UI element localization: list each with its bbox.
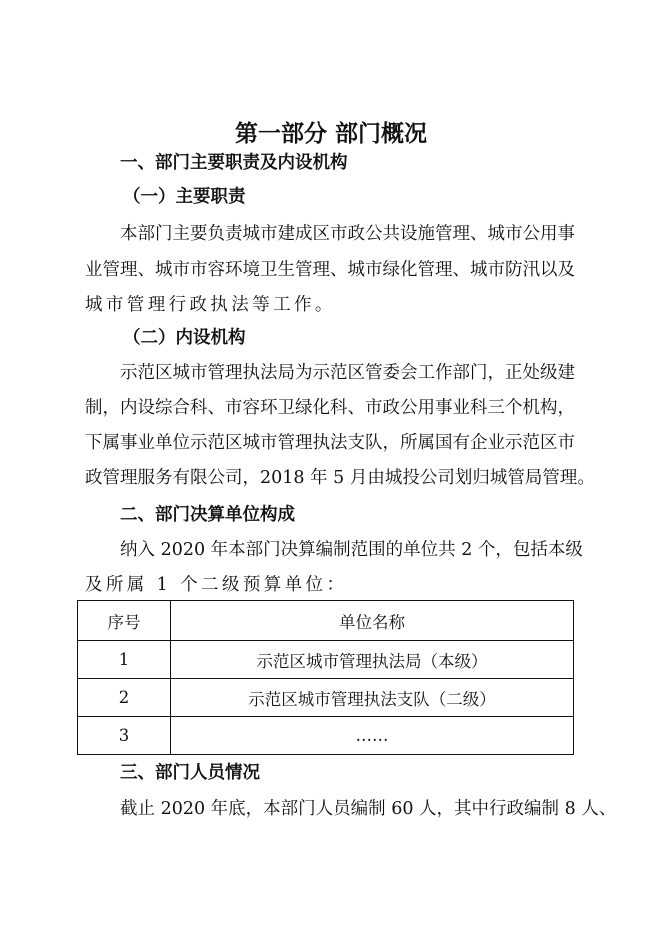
cell-unit-name: 示范区城市管理执法支队（二级） <box>171 679 574 717</box>
cell-index: 3 <box>78 717 171 755</box>
section3-heading: 三、部门人员情况 <box>120 763 260 783</box>
cell-unit-name: 示范区城市管理执法局（本级） <box>171 641 574 679</box>
page-title: 第一部分 部门概况 <box>234 121 427 147</box>
table-row <box>78 717 574 755</box>
paragraph-line: 城市管理行政执法等工作。 <box>85 295 336 315</box>
column-header-index: 序号 <box>78 601 171 641</box>
table-header-row <box>78 601 574 641</box>
paragraph-line: 截止 2020 年底，本部门人员编制 60 人，其中行政编制 8 人、 <box>120 799 617 819</box>
paragraph-line: 政管理服务有限公司，2018 年 5 月由城投公司划归城管局管理。 <box>85 468 595 488</box>
cell-unit-name: …… <box>171 717 574 755</box>
sub1-heading: （一）主要职责 <box>123 187 246 207</box>
table-row <box>78 641 574 679</box>
paragraph-line: 及所属 1 个二级预算单位： <box>85 575 348 595</box>
section2-heading: 二、部门决算单位构成 <box>120 505 295 525</box>
cell-index: 2 <box>78 679 171 717</box>
sub2-heading: （二）内设机构 <box>123 328 246 348</box>
paragraph-line: 下属事业单位示范区城市管理执法支队，所属国有企业示范区市 <box>85 433 575 453</box>
table-row <box>78 679 574 717</box>
paragraph-line: 制，内设综合科、市容环卫绿化科、市政公用事业科三个机构， <box>85 398 575 418</box>
column-header-unit-name: 单位名称 <box>171 601 574 641</box>
section1-heading: 一、部门主要职责及内设机构 <box>120 153 348 173</box>
paragraph-line: 业管理、城市市容环境卫生管理、城市绿化管理、城市防汛以及 <box>85 260 575 280</box>
unit-table <box>77 600 574 755</box>
paragraph-line: 纳入 2020 年本部门决算编制范围的单位共 2 个，包括本级 <box>120 540 583 560</box>
paragraph-line: 本部门主要负责城市建成区市政公共设施管理、城市公用事 <box>120 224 575 244</box>
cell-index: 1 <box>78 641 171 679</box>
paragraph-line: 示范区城市管理执法局为示范区管委会工作部门，正处级建 <box>120 363 575 383</box>
